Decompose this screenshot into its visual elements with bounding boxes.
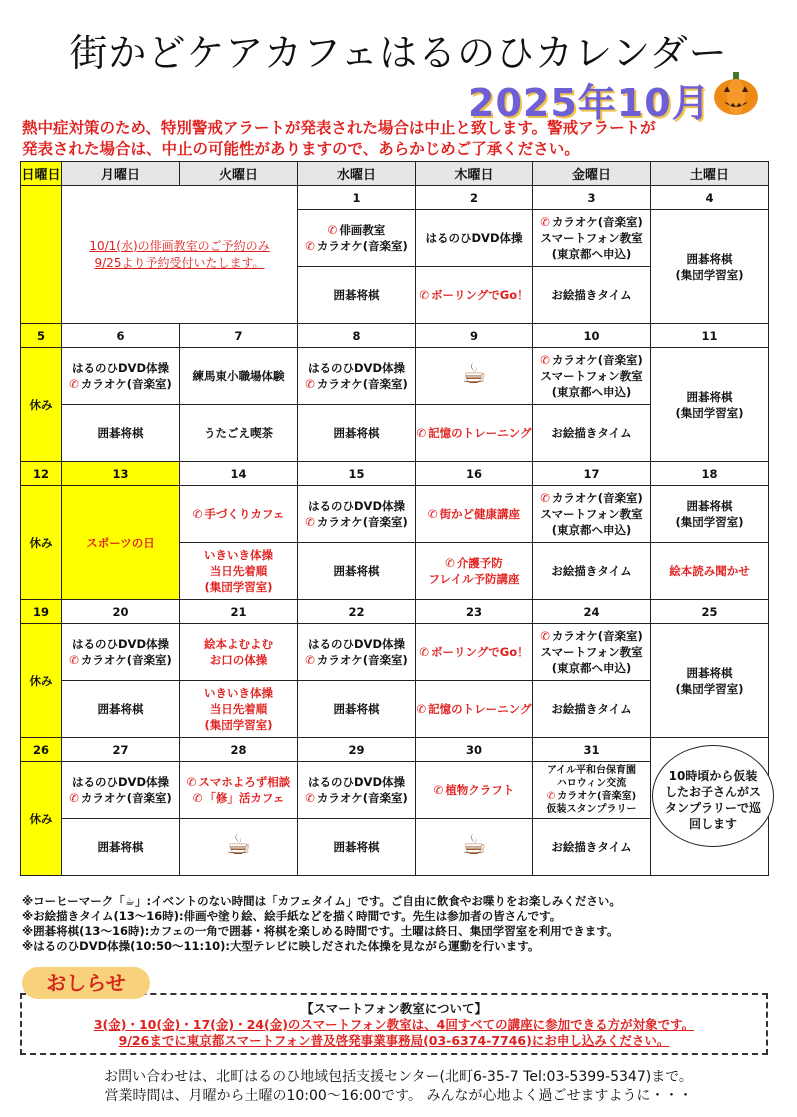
event-text: スマートフォン教室 xyxy=(540,645,643,659)
week-3-date-row xyxy=(21,462,769,486)
event-text: ✆ カラオケ(音楽室) xyxy=(533,352,650,368)
halloween-speech-bubble xyxy=(652,745,774,847)
event-text: ✆ カラオケ(音楽室) xyxy=(533,214,650,230)
event-text: アイル平和台保育園 xyxy=(546,765,637,776)
event-text: (集団学習室) xyxy=(675,267,744,282)
date-number: 11 xyxy=(651,324,769,348)
date-number: 14 xyxy=(180,462,298,486)
bubble-line: タンプラリーで巡 xyxy=(664,801,761,815)
date-number: 8 xyxy=(298,324,416,348)
event-cell xyxy=(298,819,416,876)
event-text: いきいき体操 xyxy=(204,548,273,562)
weekday-saturday: 土曜日 xyxy=(651,162,769,186)
event-text: お絵描きタイム xyxy=(551,840,632,854)
date-number: 22 xyxy=(298,600,416,624)
event-cell xyxy=(180,543,298,600)
date-number: 17 xyxy=(533,462,651,486)
date-number: 30 xyxy=(416,738,533,762)
date-number: 25 xyxy=(651,600,769,624)
week-4-date-row xyxy=(21,600,769,624)
coffee-cup-icon: ☕ xyxy=(461,356,487,390)
date-number: 21 xyxy=(180,600,298,624)
event-cell xyxy=(298,543,416,600)
event-cell xyxy=(416,762,533,819)
weekday-wednesday: 水曜日 xyxy=(298,162,416,186)
event-cell xyxy=(533,267,651,324)
event-text: はるのひDVD体操 xyxy=(308,775,405,789)
event-cell xyxy=(651,348,769,462)
oshirase-badge: おしらせ xyxy=(22,967,150,999)
event-cell xyxy=(180,624,298,681)
date-number: 16 xyxy=(416,462,533,486)
coffee-cup-icon: ☕ xyxy=(225,827,252,861)
event-text: ✆ カラオケ(音楽室) xyxy=(533,628,650,644)
event-text: はるのひDVD体操 xyxy=(308,499,405,513)
date-number: 24 xyxy=(533,600,651,624)
event-text: はるのひDVD体操 xyxy=(308,637,405,651)
event-text: ハロウィン交流 xyxy=(556,778,627,789)
event-text: ✆ 「修」活カフェ xyxy=(180,790,297,806)
event-text: ✆ カラオケ(音楽室) xyxy=(62,652,179,668)
notice-line-1: 熱中症対策のため、特別警戒アラートが発表された場合は中止と致します。警戒アラートが xyxy=(22,119,656,137)
date-number: 12 xyxy=(21,462,62,486)
event-text: (集団学習室) xyxy=(675,405,744,420)
date-number: 18 xyxy=(651,462,769,486)
event-cell xyxy=(651,624,769,738)
event-cell xyxy=(533,210,651,267)
event-text: 囲碁将棋 xyxy=(686,665,733,680)
event-cell xyxy=(298,267,416,324)
event-text: ✆ カラオケ(音楽室) xyxy=(298,376,415,392)
event-text: ✆ 植物クラフト xyxy=(416,782,532,798)
contact-footer xyxy=(0,1068,797,1106)
event-cell xyxy=(180,486,298,543)
bubble-line: 10時頃から仮装 xyxy=(668,769,758,783)
event-text: 囲碁将棋 xyxy=(333,564,380,578)
date-number: 4 xyxy=(651,186,769,210)
event-text: (東京都へ申込) xyxy=(551,385,632,399)
event-cell xyxy=(298,624,416,681)
event-text: はるのひDVD体操 xyxy=(425,231,523,245)
date-number: 5 xyxy=(21,324,62,348)
event-text: (集団学習室) xyxy=(675,515,744,529)
event-cell xyxy=(533,486,651,543)
event-text: ✆ スマホよろず相談 xyxy=(180,774,297,790)
date-number: 1 xyxy=(298,186,416,210)
event-cell xyxy=(533,681,651,738)
event-cell xyxy=(416,543,533,600)
date-number: 9 xyxy=(416,324,533,348)
event-text: ✆ 俳画教室 xyxy=(298,222,415,238)
event-text: (集団学習室) xyxy=(204,580,273,594)
event-text: お絵描きタイム xyxy=(551,426,632,440)
weekday-tuesday: 火曜日 xyxy=(180,162,298,186)
event-cell xyxy=(180,405,298,462)
event-text: 練馬東小職場体験 xyxy=(192,369,285,383)
event-cell xyxy=(416,405,533,462)
date-number: 3 xyxy=(533,186,651,210)
event-text: はるのひDVD体操 xyxy=(72,361,169,375)
event-text: ✆ 介護予防 xyxy=(416,555,532,571)
event-cell xyxy=(533,819,651,876)
event-text: 当日先着順 xyxy=(209,702,268,716)
week-3-am-row xyxy=(21,486,769,543)
event-cell xyxy=(298,405,416,462)
event-text: 囲碁将棋 xyxy=(333,426,380,440)
event-cell xyxy=(62,405,180,462)
reservation-notice-cell xyxy=(62,186,298,324)
weekday-thursday: 木曜日 xyxy=(416,162,533,186)
event-text: ✆ ボーリングでGo！ xyxy=(416,287,532,303)
event-text: うたごえ喫茶 xyxy=(204,426,273,440)
weekday-sunday: 日曜日 xyxy=(21,162,62,186)
event-cell xyxy=(416,819,533,876)
closed-label: 休み xyxy=(21,762,62,876)
event-text: ✆ カラオケ(音楽室) xyxy=(62,790,179,806)
date-number: 2 xyxy=(416,186,533,210)
event-text: はるのひDVD体操 xyxy=(308,361,405,375)
event-cell xyxy=(416,681,533,738)
event-text: (東京都へ申込) xyxy=(551,661,632,675)
bubble-line: したお子さんがス xyxy=(664,785,761,799)
event-cell xyxy=(298,210,416,267)
contact-line: お問い合わせは、北町はるのひ地域包括支援センター(北町6-35-7 Tel:03-5399-5347)まで。 xyxy=(104,1069,693,1085)
event-text: お口の体操 xyxy=(209,653,268,667)
footnote: ※はるのひDVD体操(10:50～11:10):大型テレビに映しだされた体操を見ながら運動を行います。 xyxy=(22,939,540,953)
heat-warning-notice xyxy=(22,118,782,160)
date-number: 23 xyxy=(416,600,533,624)
closed-label: 休み xyxy=(21,486,62,600)
date-number: 19 xyxy=(21,600,62,624)
event-cell xyxy=(298,681,416,738)
event-cell xyxy=(416,624,533,681)
event-text: 当日先着順 xyxy=(209,564,268,578)
event-cell xyxy=(651,210,769,324)
event-text: お絵描きタイム xyxy=(551,288,632,302)
footnote: ※囲碁将棋(13～16時):カフェの一角で囲碁・将棋を楽しめる時間です。土曜は終日、集団学習室を利用できます。 xyxy=(22,924,619,938)
date-number: 29 xyxy=(298,738,416,762)
event-cell xyxy=(533,762,651,819)
event-cell xyxy=(298,762,416,819)
event-cell xyxy=(62,819,180,876)
bubble-line: 回します xyxy=(688,817,737,831)
event-cell xyxy=(533,405,651,462)
event-text: ✆ 街かど健康講座 xyxy=(416,506,532,522)
weekday-monday: 月曜日 xyxy=(62,162,180,186)
event-cell xyxy=(62,681,180,738)
event-text: ✆ 記憶のトレーニング xyxy=(416,425,532,441)
event-text: ✆ カラオケ(音楽室) xyxy=(533,490,650,506)
event-text: 仮装スタンプラリー xyxy=(546,804,637,815)
event-text: 囲碁将棋 xyxy=(97,702,144,716)
event-cell xyxy=(298,486,416,543)
date-number: 20 xyxy=(62,600,180,624)
event-text: ✆ カラオケ(音楽室) xyxy=(298,514,415,530)
notice-line-2: 発表された場合は、中止の可能性がありますので、あらかじめご了承ください。 xyxy=(22,140,580,158)
date-number: 26 xyxy=(21,738,62,762)
date-number: 6 xyxy=(62,324,180,348)
event-text: フレイル予防講座 xyxy=(428,572,520,586)
event-cell xyxy=(62,762,180,819)
event-cell xyxy=(416,210,533,267)
event-text: ✆ 手づくりカフェ xyxy=(180,506,297,522)
event-cell xyxy=(651,486,769,543)
event-text: ✆ カラオケ(音楽室) xyxy=(298,238,415,254)
event-text: 囲碁将棋 xyxy=(97,840,144,854)
page-title: 街かどケアカフェはるのひカレンダー xyxy=(69,31,728,75)
event-text: スマートフォン教室 xyxy=(540,507,643,521)
reservation-line-1: 10/1(水)の俳画教室のご予約のみ xyxy=(89,238,270,253)
date-number: 27 xyxy=(62,738,180,762)
event-cell xyxy=(180,819,298,876)
date-number: 31 xyxy=(533,738,651,762)
week-2-date-row xyxy=(21,324,769,348)
event-text: いきいき体操 xyxy=(204,686,273,700)
date-number: 10 xyxy=(533,324,651,348)
pumpkin-icon xyxy=(712,70,760,116)
year-month: 2025年10月 xyxy=(468,81,711,125)
date-number: 7 xyxy=(180,324,298,348)
footnotes xyxy=(22,894,621,954)
event-cell xyxy=(180,762,298,819)
date-number: 28 xyxy=(180,738,298,762)
date-number: 13 xyxy=(62,462,180,486)
event-text: 絵本よむよむ xyxy=(204,637,273,651)
event-text: お絵描きタイム xyxy=(551,702,632,716)
event-text: はるのひDVD体操 xyxy=(72,775,169,789)
event-cell xyxy=(651,543,769,600)
event-text: スマートフォン教室 xyxy=(540,231,643,245)
event-cell xyxy=(180,681,298,738)
event-text: (集団学習室) xyxy=(675,681,744,696)
event-cell xyxy=(533,348,651,405)
event-text: ✆ カラオケ(音楽室) xyxy=(298,652,415,668)
event-cell xyxy=(62,348,180,405)
event-cell xyxy=(533,624,651,681)
smartphone-class-notice xyxy=(20,993,768,1055)
weekday-header-row xyxy=(21,162,769,186)
closed-label: 休み xyxy=(21,624,62,738)
coffee-cup-icon: ☕ xyxy=(461,827,487,861)
event-text: (集団学習室) xyxy=(204,718,273,732)
reservation-line-2: 9/25より予約受付いたします。 xyxy=(94,255,265,270)
event-cell xyxy=(298,348,416,405)
holiday-label: スポーツの日 xyxy=(62,486,180,600)
week-4-am-row xyxy=(21,624,769,681)
event-text: (東京都へ申込) xyxy=(551,523,632,537)
event-text: 絵本読み聞かせ xyxy=(669,564,750,578)
event-text: お絵描きタイム xyxy=(551,564,632,578)
event-text: 囲碁将棋 xyxy=(686,499,733,513)
event-text: ✆ カラオケ(音楽室) xyxy=(533,790,650,803)
event-text: はるのひDVD体操 xyxy=(72,637,169,651)
event-text: 囲碁将棋 xyxy=(686,251,733,266)
event-text: 囲碁将棋 xyxy=(333,288,380,302)
event-text: ✆ カラオケ(音楽室) xyxy=(298,790,415,806)
closed-label: 休み xyxy=(21,348,62,462)
event-cell xyxy=(180,348,298,405)
event-text: 囲碁将棋 xyxy=(686,389,733,404)
notice-line: 9/26までに東京都スマートフォン普及啓発事業事務局(03-6374-7746)にお申し込みください。 xyxy=(118,1033,670,1048)
day-cell-empty xyxy=(21,186,62,324)
event-cell xyxy=(533,543,651,600)
weekday-friday: 金曜日 xyxy=(533,162,651,186)
event-cell xyxy=(416,267,533,324)
event-text: 囲碁将棋 xyxy=(333,840,380,854)
event-cell xyxy=(416,348,533,405)
event-cell xyxy=(416,486,533,543)
week-1-date-row xyxy=(21,186,769,210)
event-text: 囲碁将棋 xyxy=(333,702,380,716)
event-text: ✆ ボーリングでGo！ xyxy=(416,644,532,660)
hours-line: 営業時間は、月曜から土曜の10:00～16:00です。 みんなが心地よく過ごせますように・・・ xyxy=(104,1088,693,1104)
event-text: 囲碁将棋 xyxy=(97,426,144,440)
event-cell xyxy=(62,624,180,681)
date-number: 15 xyxy=(298,462,416,486)
event-text: ✆ カラオケ(音楽室) xyxy=(62,376,179,392)
footnote: ※お絵描きタイム(13～16時):俳画や塗り絵、絵手紙などを描く時間です。先生は参加者の皆さんです。 xyxy=(22,909,562,923)
notice-heading: 【スマートフォン教室について】 xyxy=(300,1001,487,1016)
event-text: スマートフォン教室 xyxy=(540,369,643,383)
event-text: ✆ 記憶のトレーニング xyxy=(416,701,532,717)
notice-line: 3(金)・10(金)・17(金)・24(金)のスマートフォン教室は、4回すべての講座に参加できる方が対象です。 xyxy=(93,1017,695,1032)
event-text: (東京都へ申込) xyxy=(551,247,632,261)
week-5-date-row xyxy=(21,738,769,762)
footnote: ※コーヒーマーク「☕」:イベントのない時間は「カフェタイム」です。ご自由に飲食やお喋りをお楽しみください。 xyxy=(22,894,621,908)
week-2-am-row xyxy=(21,348,769,405)
